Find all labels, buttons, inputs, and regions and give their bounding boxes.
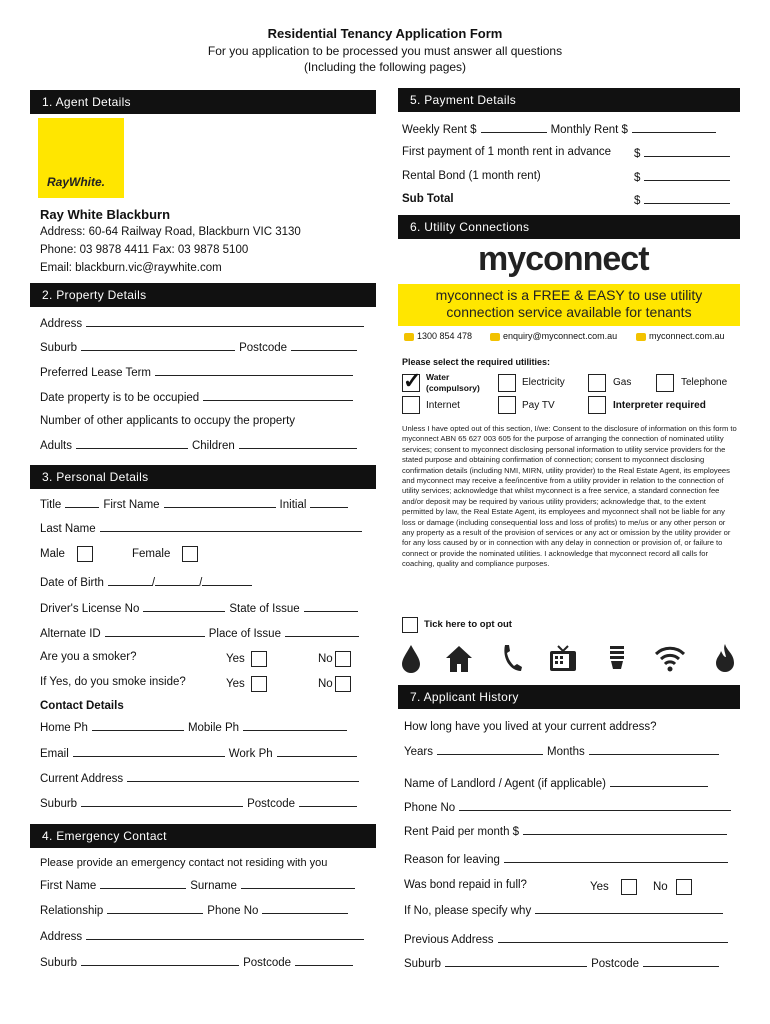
water-compulsory-label: (compulsory): [426, 383, 480, 393]
em-address-field[interactable]: [86, 929, 364, 940]
bond-no-label: No: [653, 881, 668, 894]
last-name-label: Last Name: [40, 523, 96, 535]
email-field[interactable]: [73, 746, 225, 757]
smoke-inside-label: If Yes, do you smoke inside?: [40, 676, 186, 688]
history-phone-field[interactable]: [459, 800, 731, 811]
dob-label: Date of Birth: [40, 577, 104, 589]
specify-field[interactable]: [535, 903, 723, 914]
rent-paid-field[interactable]: [523, 824, 727, 835]
history-postcode-label: Postcode: [591, 958, 640, 970]
em-relationship-label: Relationship: [40, 905, 104, 917]
smoker-no-checkbox[interactable]: [335, 651, 351, 667]
bond-repaid-label: Was bond repaid in full?: [404, 879, 527, 891]
mc-phone: [404, 331, 472, 341]
inside-no-checkbox[interactable]: [335, 676, 351, 692]
inside-yes-label: Yes: [226, 678, 245, 691]
em-postcode-label: Postcode: [243, 957, 292, 969]
checkmark-icon: ✓: [403, 368, 422, 393]
select-utilities-label: Please select the required utilities:: [402, 357, 551, 367]
landlord-label: Name of Landlord / Agent (if applicable): [404, 778, 607, 790]
smoker-no-label: No: [318, 653, 333, 666]
dob-year-field[interactable]: [202, 575, 252, 586]
email-label: Email: [40, 748, 69, 760]
date-occupied-field[interactable]: [203, 390, 353, 401]
state-field[interactable]: [304, 601, 358, 612]
postcode-field[interactable]: [291, 340, 357, 351]
subtotal-field[interactable]: [644, 193, 730, 204]
subtotal-label: Sub Total: [402, 193, 454, 205]
em-first-name-label: First Name: [40, 880, 97, 892]
bond-no-checkbox[interactable]: [676, 879, 692, 895]
male-checkbox[interactable]: [77, 546, 93, 562]
contact-details-heading: Contact Details: [40, 700, 124, 712]
gas-label: Gas: [613, 377, 632, 388]
address-field[interactable]: [86, 316, 364, 327]
personal-postcode-field[interactable]: [299, 796, 357, 807]
mc-email-text: enquiry@myconnect.com.au: [503, 331, 618, 341]
television-icon: [548, 642, 578, 674]
em-suburb-field[interactable]: [81, 955, 239, 966]
section-agent-details: 1. Agent Details: [30, 90, 376, 114]
alt-id-field[interactable]: [105, 626, 205, 637]
agent-email: Email: blackburn.vic@raywhite.com: [40, 262, 222, 274]
electricity-checkbox[interactable]: [498, 374, 516, 392]
mc-web-text: myconnect.com.au: [649, 331, 725, 341]
place-issue-field[interactable]: [285, 626, 359, 637]
last-name-field[interactable]: [100, 521, 362, 532]
em-surname-field[interactable]: [241, 878, 355, 889]
subtotal-dollar: $: [634, 195, 641, 207]
water-drop-icon: [398, 642, 424, 674]
form-subtitle-2: (Including the following pages): [303, 60, 467, 74]
electricity-label: Electricity: [522, 377, 565, 388]
internet-checkbox[interactable]: [402, 396, 420, 414]
previous-address-field[interactable]: [498, 932, 728, 943]
em-phone-field[interactable]: [262, 903, 348, 914]
suburb-field[interactable]: [81, 340, 235, 351]
phone-handset-icon: [498, 642, 524, 674]
first-payment-field[interactable]: [644, 146, 730, 157]
children-label: Children: [191, 440, 235, 452]
months-label: Months: [547, 746, 585, 758]
bond-label: Rental Bond (1 month rent): [402, 170, 541, 182]
emergency-intro: Please provide an emergency contact not residing with you: [40, 857, 328, 869]
postcode-label: Postcode: [239, 342, 288, 354]
em-first-name-field[interactable]: [100, 878, 186, 889]
address-label: Address: [40, 318, 83, 330]
adults-label: Adults: [40, 440, 72, 452]
paytv-checkbox[interactable]: [498, 396, 516, 414]
em-address-label: Address: [40, 931, 83, 943]
section-property-details: 2. Property Details: [30, 283, 376, 307]
personal-suburb-field[interactable]: [81, 796, 243, 807]
interpreter-checkbox[interactable]: [588, 396, 606, 414]
title-field[interactable]: [65, 497, 99, 508]
em-surname-label: Surname: [190, 880, 237, 892]
mobile-ph-label: Mobile Ph: [187, 722, 240, 734]
interpreter-label: Interpreter required: [613, 400, 706, 411]
bond-yes-checkbox[interactable]: [621, 879, 637, 895]
form-subtitle: For you application to be processed you must answer all questions: [207, 44, 563, 58]
years-label: Years: [404, 746, 433, 758]
section-applicant-history: 7. Applicant History: [398, 685, 740, 709]
monitor-icon: [636, 333, 646, 341]
light-bulb-icon: [606, 642, 628, 674]
banner-line-1: myconnect is a FREE & EASY to use utility: [435, 287, 703, 303]
paytv-label: Pay TV: [522, 400, 555, 411]
em-relationship-field[interactable]: [107, 903, 203, 914]
bond-yes-label: Yes: [590, 881, 609, 894]
agent-name: Ray White Blackburn: [40, 207, 171, 222]
section-utility-connections: 6. Utility Connections: [398, 215, 740, 239]
section-personal-details: 3. Personal Details: [30, 465, 376, 489]
how-long-label: How long have you lived at your current address?: [404, 721, 657, 733]
female-checkbox[interactable]: [182, 546, 198, 562]
smoker-label: Are you a smoker?: [40, 651, 137, 663]
telephone-label: Telephone: [681, 377, 728, 388]
mc-web[interactable]: [636, 331, 725, 341]
initial-field[interactable]: [310, 497, 348, 508]
mail-icon: [490, 333, 500, 341]
landlord-field[interactable]: [610, 776, 708, 787]
section-emergency-contact: 4. Emergency Contact: [30, 824, 376, 848]
licence-field[interactable]: [143, 601, 225, 612]
state-label: State of Issue: [229, 603, 300, 615]
history-suburb-label: Suburb: [404, 958, 442, 970]
inside-no-label: No: [318, 678, 333, 691]
logo-text: RayWhite.: [47, 175, 106, 189]
place-issue-label: Place of Issue: [208, 628, 281, 640]
mobile-ph-field[interactable]: [243, 720, 347, 731]
children-field[interactable]: [239, 438, 357, 449]
first-payment-dollar: $: [634, 148, 641, 160]
bond-field[interactable]: [644, 170, 730, 181]
licence-label: Driver's License No: [40, 603, 140, 615]
utility-icons: [398, 642, 740, 678]
house-icon: [444, 642, 474, 674]
months-field[interactable]: [589, 744, 719, 755]
em-suburb-label: Suburb: [40, 957, 78, 969]
title-label: Title: [40, 499, 62, 511]
work-ph-field[interactable]: [277, 746, 357, 757]
myconnect-logo: myconnect: [478, 240, 649, 278]
water-checkbox[interactable]: [402, 368, 422, 393]
first-name-label: First Name: [103, 499, 160, 511]
lease-term-label: Preferred Lease Term: [40, 367, 152, 379]
adults-field[interactable]: [76, 438, 188, 449]
monthly-rent-label: Monthly Rent $: [550, 124, 628, 136]
inside-yes-checkbox[interactable]: [251, 676, 267, 692]
current-address-label: Current Address: [40, 773, 124, 785]
dob-month-field[interactable]: [155, 575, 199, 586]
rent-paid-label: Rent Paid per month $: [404, 826, 520, 838]
lease-term-field[interactable]: [155, 365, 353, 376]
specify-label: If No, please specify why: [404, 905, 532, 917]
previous-address-label: Previous Address: [404, 934, 494, 946]
smoker-yes-checkbox[interactable]: [251, 651, 267, 667]
weekly-rent-field[interactable]: [481, 122, 547, 133]
alt-id-label: Alternate ID: [40, 628, 101, 640]
reason-field[interactable]: [504, 852, 728, 863]
personal-suburb-label: Suburb: [40, 798, 78, 810]
history-suburb-field[interactable]: [445, 956, 587, 967]
mc-phone-text: 1300 854 478: [417, 331, 473, 341]
mc-email[interactable]: [490, 331, 617, 341]
gas-checkbox[interactable]: [588, 374, 606, 392]
form-title: Residential Tenancy Application Form: [267, 26, 503, 41]
first-payment-label: First payment of 1 month rent in advance: [402, 146, 612, 158]
ray-white-logo: [38, 118, 124, 198]
monthly-rent-field[interactable]: [632, 122, 716, 133]
em-phone-label: Phone No: [207, 905, 259, 917]
suburb-label: Suburb: [40, 342, 78, 354]
dob-day-field[interactable]: [108, 575, 152, 586]
internet-label: Internet: [426, 400, 460, 411]
wifi-icon: [654, 642, 686, 674]
history-postcode-field[interactable]: [643, 956, 719, 967]
weekly-rent-label: Weekly Rent $: [402, 124, 477, 136]
agent-address: Address: 60-64 Railway Road, Blackburn VIC 3130: [40, 226, 301, 238]
personal-postcode-label: Postcode: [247, 798, 296, 810]
years-field[interactable]: [437, 744, 543, 755]
smoker-yes-label: Yes: [226, 653, 245, 666]
female-label: Female: [132, 548, 171, 561]
work-ph-label: Work Ph: [228, 748, 273, 760]
initial-label: Initial: [279, 499, 307, 511]
banner-line-2: connection service available for tenants: [446, 304, 692, 320]
history-phone-label: Phone No: [404, 802, 456, 814]
opt-out-checkbox[interactable]: [402, 617, 418, 633]
home-ph-field[interactable]: [92, 720, 184, 731]
first-name-field[interactable]: [164, 497, 276, 508]
gas-flame-icon: [712, 642, 738, 674]
date-occupied-label: Date property is to be occupied: [40, 392, 200, 404]
phone-icon: [404, 333, 414, 341]
male-label: Male: [40, 548, 65, 561]
home-ph-label: Home Ph: [40, 722, 88, 734]
telephone-checkbox[interactable]: [656, 374, 674, 392]
other-applicants-label: Number of other applicants to occupy the property: [40, 415, 296, 427]
reason-label: Reason for leaving: [404, 854, 500, 866]
current-address-field[interactable]: [127, 771, 359, 782]
consent-text: Unless I have opted out of this section, I/we: Consent to the disclosure of information on this form to myconnect ABN 65 627 003 605 for the purpose of arranging the connection of nominated utility services; consent to myconnect disclosing personal information to utility service providers for the stated purpose and obtaining confirmation of connection; consent to myconnect disclosing confirmation details (including NMI, MIRN, utility provider) to the Real Estate Agent, its employees and myconnect may receive a fee/incentive from a utility provider in relation to the connection of utility services; acknowledge that whilst myconnect is a free service, a standard connection fee and/or deposit may be required by various utility providers; acknowledge that, to the extent permitted by law, the Real Estate Agent, its employees and myconnect shall not be liable for any loss or damage (including consequential loss and loss of profits) to me/us or any other person or any property as a result of the provision of services or any act or omission by the utility provider or for any loss caused by or in connection with any delay in connection or provision of, or failure to connect or provide the nominated utilities. I acknowledge that myconnect record all calls for coaching, quality and compliance purposes.: [402, 424, 737, 569]
section-payment-details: 5. Payment Details: [398, 88, 740, 112]
em-postcode-field[interactable]: [295, 955, 353, 966]
myconnect-banner: [398, 284, 740, 326]
agent-phone: Phone: 03 9878 4411 Fax: 03 9878 5100: [40, 244, 249, 256]
bond-dollar: $: [634, 172, 641, 184]
opt-out-label: Tick here to opt out: [424, 619, 512, 630]
water-label: Water: [426, 372, 450, 382]
